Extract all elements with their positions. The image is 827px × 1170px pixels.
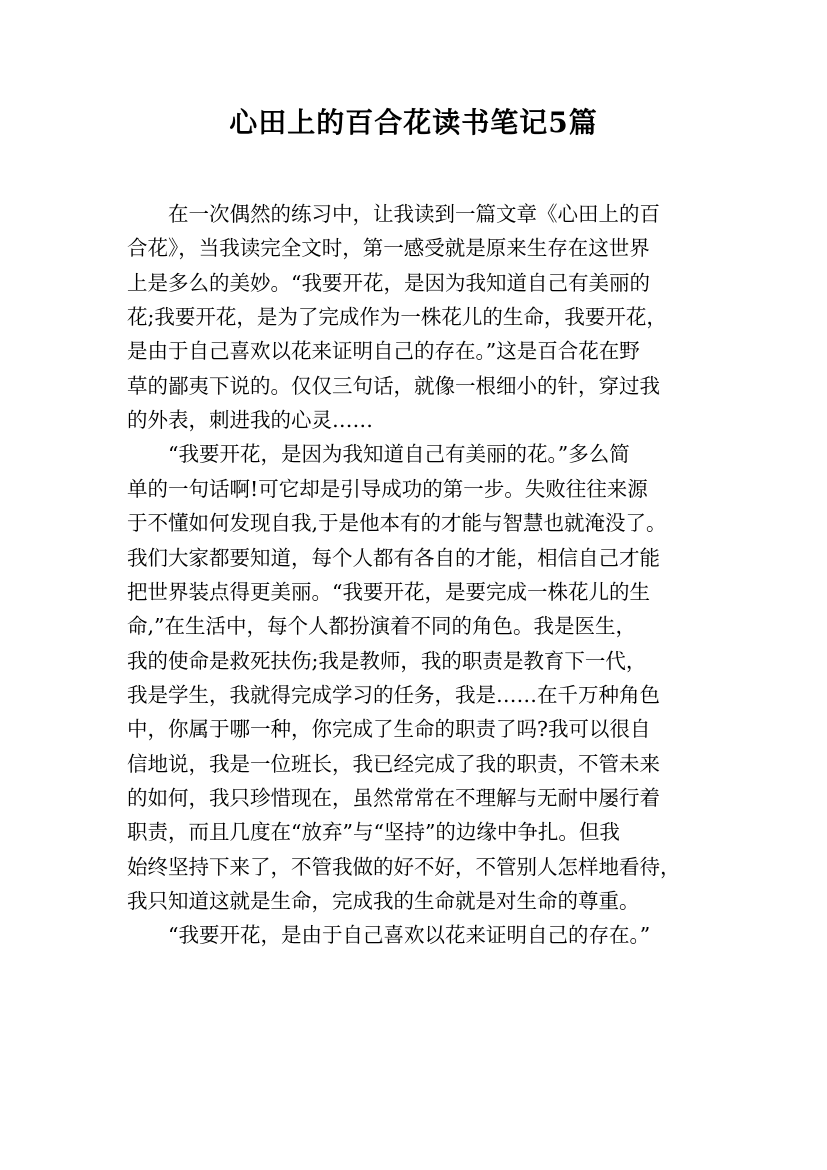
text-line: “我要开花，是因为我知道自己有美丽的花。”多么简 — [168, 442, 630, 466]
text-line: 把世界装点得更美丽。“我要开花，是要完成一株花儿的生 — [127, 580, 650, 604]
text-line: 在一次偶然的练习中，让我读到一篇文章《心田上的百 — [168, 202, 660, 226]
text-line: 命,”在生活中，每个人都扮演着不同的角色。我是医生， — [127, 614, 636, 638]
text-line: 始终坚持下来了，不管我做的好不好，不管别人怎样地看待， — [127, 855, 681, 879]
text-line: 中，你属于哪一种，你完成了生命的职责了吗?我可以很自 — [127, 717, 651, 741]
text-line: 我们大家都要知道，每个人都有各自的才能，相信自己才能 — [127, 546, 660, 570]
text-line: 职责，而且几度在“放弃”与“坚持”的边缘中争扎。但我 — [127, 820, 620, 844]
text-line: 单的一句话啊!可它却是引导成功的第一步。失败往往来源 — [127, 477, 648, 501]
text-line: 上是多么的美妙。“我要开花，是因为我知道自己有美丽的 — [127, 271, 650, 295]
text-line: 的如何，我只珍惜现在，虽然常常在不理解与无耐中屡行着 — [127, 786, 660, 810]
text-line: 我只知道这就是生命，完成我的生命就是对生命的尊重。 — [127, 889, 640, 913]
text-line: 我是学生，我就得完成学习的任务，我是……在千万种角色 — [127, 683, 660, 707]
text-line: “我要开花，是由于自己喜欢以花来证明自己的存在。” — [168, 923, 651, 947]
text-line: 我的使命是救死扶伤;我是教师，我的职责是教育下一代， — [127, 649, 647, 673]
text-line: 信地说，我是一位班长，我已经完成了我的职责，不管未来 — [127, 752, 660, 776]
text-line: 是由于自己喜欢以花来证明自己的存在。”这是百合花在野 — [127, 339, 640, 363]
text-line: 花;我要开花，是为了完成作为一株花儿的生命，我要开花， — [127, 305, 667, 329]
text-line: 的外表，刺进我的心灵…… — [127, 408, 373, 432]
text-line: 于不懂如何发现自我,于是他本有的才能与智慧也就淹没了。 — [127, 511, 667, 535]
text-line: 合花》，当我读完全文时，第一感受就是原来生存在这世界 — [127, 236, 650, 260]
text-line: 草的鄙夷下说的。仅仅三句话，就像一根细小的针，穿过我 — [127, 374, 660, 398]
document-title: 心田上的百合花读书笔记5篇 — [229, 106, 598, 139]
